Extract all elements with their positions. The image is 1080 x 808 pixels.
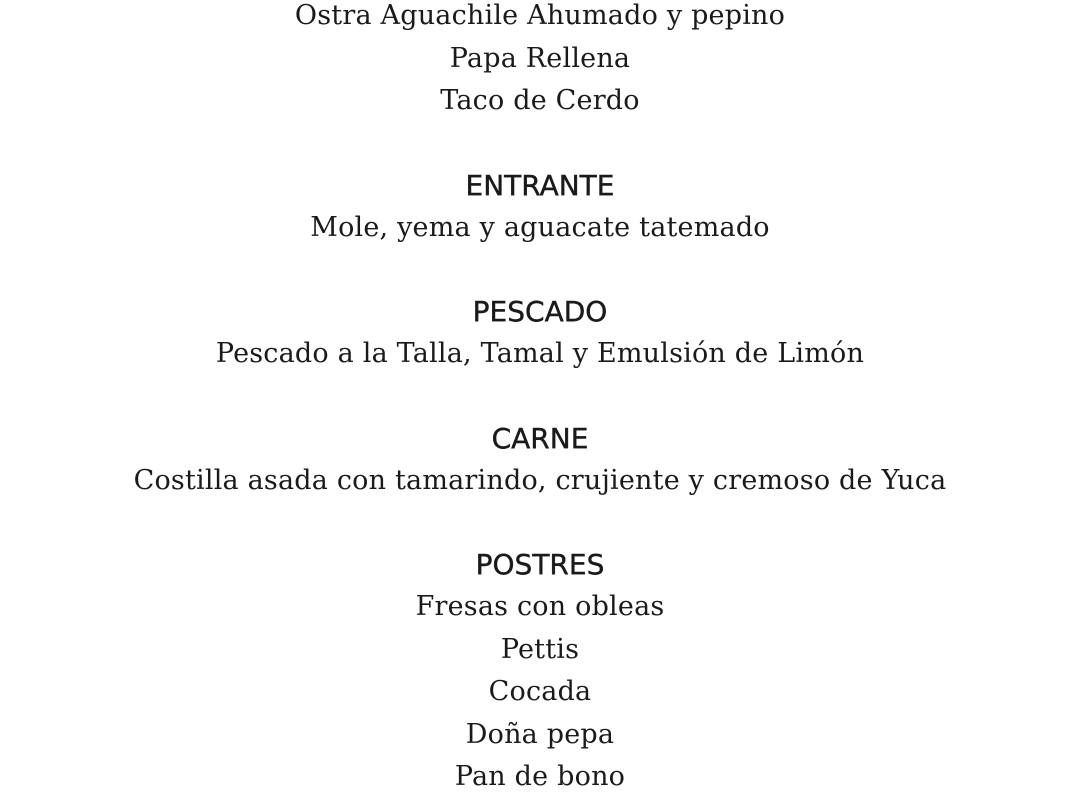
section-spacer	[0, 249, 1080, 291]
dish-item: Papa Rellena	[449, 42, 631, 74]
dish-item: Cocada	[488, 676, 592, 707]
starters-section	[0, 0, 1080, 123]
dish-item: Mole, yema y aguacate tatemado	[310, 211, 770, 243]
dish-item: Pan de bono	[454, 761, 626, 792]
section-heading-carne: CARNE	[491, 421, 589, 455]
pescado-section	[0, 291, 1080, 376]
section-spacer	[0, 376, 1080, 418]
dish-item: Taco de Cerdo	[440, 85, 640, 116]
dish-item: Pescado a la Talla, Tamal y Emulsión de Limón	[215, 338, 865, 369]
dish-item: Ostra Aguachile Ahumado y pepino	[294, 0, 786, 31]
carne-section	[0, 418, 1080, 503]
entrante-section	[0, 165, 1080, 250]
section-spacer	[0, 502, 1080, 544]
dish-item: Fresas con obleas	[415, 591, 665, 622]
section-spacer	[0, 123, 1080, 165]
dish-item: Pettis	[500, 633, 580, 665]
postres-section	[0, 544, 1080, 799]
dish-item: Doña pepa	[465, 718, 615, 750]
dish-item: Costilla asada con tamarindo, crujiente y cremoso de Yuca	[133, 464, 947, 496]
section-heading-entrante: ENTRANTE	[465, 168, 615, 202]
section-heading-postres: POSTRES	[475, 548, 605, 581]
section-heading-pescado: PESCADO	[472, 295, 608, 328]
